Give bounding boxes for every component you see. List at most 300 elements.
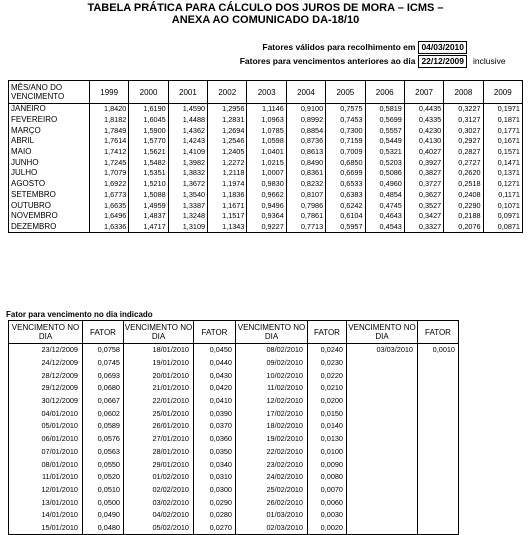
factor-cell: 0,3927 [404, 157, 443, 168]
date-cell: 27/01/2010 [124, 433, 194, 446]
factor-cell: 0,3027 [444, 125, 483, 136]
factor-cell: 0,1471 [483, 157, 522, 168]
date-cell: 19/01/2010 [124, 357, 194, 370]
annual-factor-table [8, 80, 523, 233]
factor-cell: 0,8490 [286, 157, 325, 168]
annual-table-header [9, 81, 523, 104]
table-row [9, 407, 459, 420]
factor-cell: 0,3527 [404, 200, 443, 211]
date-cell: 20/01/2010 [124, 369, 194, 382]
table-row [9, 200, 523, 211]
table-row [9, 157, 523, 168]
factor-cell: 0,1271 [483, 179, 522, 190]
document-subtitle: ANEXA AO COMUNICADO DA-18/10 [171, 14, 360, 26]
factor-cell [418, 369, 459, 382]
date-cell [347, 382, 418, 395]
date-cell: 02/03/2010 [236, 522, 308, 535]
month-cell: NOVEMBRO [9, 211, 90, 222]
factor-cell: 0,0080 [308, 471, 347, 484]
date-cell [347, 407, 418, 420]
factor-cell: 1,5621 [129, 147, 168, 158]
factor-cell: 0,1171 [483, 190, 522, 201]
date-cell: 02/02/2010 [124, 484, 194, 497]
factor-cell: 0,0370 [194, 420, 236, 433]
month-year-header: MÊS/ANO DO VENCIMENTO [9, 81, 90, 104]
factor-cell: 0,9830 [247, 179, 286, 190]
date-cell: 28/01/2010 [124, 446, 194, 459]
daily-factor-table [8, 320, 459, 535]
factor-cell: 1,4717 [129, 222, 168, 233]
year-header: 2008 [444, 81, 483, 104]
table-row [9, 190, 523, 201]
factor-cell: 1,1343 [208, 222, 247, 233]
table-row [9, 115, 523, 126]
factor-cell: 0,9227 [247, 222, 286, 233]
date-cell: 04/02/2010 [124, 509, 194, 522]
factor-cell: 1,3832 [168, 168, 207, 179]
factor-cell: 0,2076 [444, 222, 483, 233]
factor-cell: 0,5819 [365, 104, 404, 115]
factor-cell: 0,0971 [483, 211, 522, 222]
date-cell: 15/01/2010 [9, 522, 83, 535]
table-row [9, 357, 459, 370]
factor-cell [418, 420, 459, 433]
factor-cell: 0,0550 [83, 458, 124, 471]
table-row [9, 522, 459, 535]
factor-cell: 0,0060 [308, 496, 347, 509]
month-cell: JANEIRO [9, 104, 90, 115]
factor-cell: 0,6850 [326, 157, 365, 168]
factor-cell: 1,4590 [168, 104, 207, 115]
date-cell: 24/12/2009 [9, 357, 83, 370]
factor-cell: 0,0220 [308, 369, 347, 382]
month-cell: AGOSTO [9, 179, 90, 190]
factor-cell [418, 382, 459, 395]
factor-cell: 1,7245 [90, 157, 129, 168]
date-cell [347, 522, 418, 535]
factor-cell: 1,6635 [90, 200, 129, 211]
factor-cell: 1,2831 [208, 115, 247, 126]
factor-cell: 1,6496 [90, 211, 129, 222]
factor-cell: 0,2408 [444, 190, 483, 201]
factor-cell: 0,1571 [483, 147, 522, 158]
factor-cell: 0,3827 [404, 168, 443, 179]
valid-factors-row [262, 41, 467, 54]
factor-cell: 1,8420 [90, 104, 129, 115]
factor-cell: 0,3627 [404, 190, 443, 201]
date-cell: 14/01/2010 [9, 509, 83, 522]
date-cell [347, 446, 418, 459]
factor-cell: 0,0270 [194, 522, 236, 535]
date-cell: 23/12/2009 [9, 344, 83, 357]
date-cell: 22/01/2010 [124, 395, 194, 408]
factor-cell: 1,4959 [129, 200, 168, 211]
factor-cell: 0,0310 [194, 471, 236, 484]
factor-cell: 1,6922 [90, 179, 129, 190]
factor-cell: 0,0693 [83, 369, 124, 382]
factor-cell [418, 433, 459, 446]
factor-cell: 0,0589 [83, 420, 124, 433]
factor-cell: 0,0430 [194, 369, 236, 382]
table-row [9, 211, 523, 222]
date-cell: 01/03/2010 [236, 509, 308, 522]
factor-cell: 1,4109 [168, 147, 207, 158]
factor-cell: 1,2405 [208, 147, 247, 158]
factor-cell: 0,2927 [444, 136, 483, 147]
factor-cell: 0,0200 [308, 395, 347, 408]
date-cell: 19/02/2010 [236, 433, 308, 446]
table-row [9, 222, 523, 233]
factor-cell: 0,9662 [247, 190, 286, 201]
date-cell: 11/02/2010 [236, 382, 308, 395]
factor-cell: 0,4230 [404, 125, 443, 136]
date-cell: 08/02/2010 [236, 344, 308, 357]
factor-cell: 0,0680 [83, 382, 124, 395]
year-header: 2005 [326, 81, 365, 104]
month-cell: MARÇO [9, 125, 90, 136]
factor-cell: 0,0500 [83, 496, 124, 509]
factor-cell: 1,5482 [129, 157, 168, 168]
factor-cell: 0,8992 [286, 115, 325, 126]
factor-cell: 0,6104 [326, 211, 365, 222]
date-cell: 21/01/2010 [124, 382, 194, 395]
factor-cell: 0,7159 [326, 136, 365, 147]
factor-cell: 1,7849 [90, 125, 129, 136]
factor-cell: 0,7986 [286, 200, 325, 211]
table-row [9, 104, 523, 115]
date-cell: 29/12/2009 [9, 382, 83, 395]
factor-cell: 0,6383 [326, 190, 365, 201]
factor-cell: 0,0030 [308, 509, 347, 522]
month-cell: ABRIL [9, 136, 90, 147]
factor-cell: 1,7079 [90, 168, 129, 179]
date-cell: 28/12/2009 [9, 369, 83, 382]
factor-cell: 0,3727 [404, 179, 443, 190]
factor-cell: 0,0758 [83, 344, 124, 357]
table-row [9, 446, 459, 459]
factor-cell: 0,1371 [483, 168, 522, 179]
factor-cell: 0,6242 [326, 200, 365, 211]
factor-cell: 0,9100 [286, 104, 325, 115]
factor-cell [418, 407, 459, 420]
factor-cell: 0,0563 [83, 446, 124, 459]
month-cell: SETEMBRO [9, 190, 90, 201]
factor-cell: 0,0290 [194, 496, 236, 509]
date-cell: 03/03/2010 [347, 344, 418, 357]
factor-cell: 1,3387 [168, 200, 207, 211]
date-cell [347, 509, 418, 522]
date-cell: 03/02/2010 [124, 496, 194, 509]
factor-cell: 0,3427 [404, 211, 443, 222]
date-cell [347, 496, 418, 509]
date-cell: 07/01/2010 [9, 446, 83, 459]
factor-cell: 1,1836 [208, 190, 247, 201]
factor-cell: 0,4435 [404, 104, 443, 115]
factor-cell: 0,0602 [83, 407, 124, 420]
factor-cell: 1,1146 [247, 104, 286, 115]
table-row [9, 168, 523, 179]
factor-cell: 1,0401 [247, 147, 286, 158]
date-cell: 06/01/2010 [9, 433, 83, 446]
factor-cell: 0,2827 [444, 147, 483, 158]
factor-cell: 0,8736 [286, 136, 325, 147]
factor-cell: 1,3540 [168, 190, 207, 201]
table-row [9, 344, 459, 357]
fator-header: FATOR [308, 321, 347, 344]
date-cell: 17/02/2010 [236, 407, 308, 420]
factor-cell: 0,2290 [444, 200, 483, 211]
factor-cell [418, 522, 459, 535]
factor-cell: 0,0070 [308, 484, 347, 497]
previous-date-box: 22/12/2009 [418, 55, 467, 68]
table-row [9, 458, 459, 471]
factor-cell: 0,8107 [286, 190, 325, 201]
factor-cell [418, 471, 459, 484]
factor-cell: 1,6190 [129, 104, 168, 115]
factor-cell: 0,5086 [365, 168, 404, 179]
previous-factors-row [239, 55, 506, 68]
factor-cell: 0,9496 [247, 200, 286, 211]
factor-cell: 0,0440 [194, 357, 236, 370]
table-row [9, 179, 523, 190]
date-cell: 05/01/2010 [9, 420, 83, 433]
factor-cell: 0,0350 [194, 446, 236, 459]
date-cell [347, 369, 418, 382]
factor-cell: 1,2272 [208, 157, 247, 168]
date-cell: 04/01/2010 [9, 407, 83, 420]
factor-cell: 0,7453 [326, 115, 365, 126]
date-cell: 18/02/2010 [236, 420, 308, 433]
table-row [9, 136, 523, 147]
factor-cell: 0,3127 [444, 115, 483, 126]
date-cell: 12/02/2010 [236, 395, 308, 408]
factor-cell: 0,4130 [404, 136, 443, 147]
factor-cell [418, 395, 459, 408]
factor-cell: 0,4027 [404, 147, 443, 158]
factor-cell: 1,7614 [90, 136, 129, 147]
date-cell: 29/01/2010 [124, 458, 194, 471]
factor-cell: 1,6336 [90, 222, 129, 233]
date-cell: 30/12/2009 [9, 395, 83, 408]
factor-cell: 0,0490 [83, 509, 124, 522]
factor-cell: 0,5203 [365, 157, 404, 168]
date-cell: 22/02/2010 [236, 446, 308, 459]
factor-cell [418, 484, 459, 497]
date-cell: 11/01/2010 [9, 471, 83, 484]
factor-cell: 0,6699 [326, 168, 365, 179]
factor-cell: 0,0576 [83, 433, 124, 446]
factor-cell [418, 357, 459, 370]
factor-cell: 0,7300 [326, 125, 365, 136]
month-cell: DEZEMBRO [9, 222, 90, 233]
factor-cell: 1,5770 [129, 136, 168, 147]
date-cell: 08/01/2010 [9, 458, 83, 471]
factor-cell: 0,1871 [483, 115, 522, 126]
factor-cell: 0,5699 [365, 115, 404, 126]
factor-cell: 0,9364 [247, 211, 286, 222]
factor-cell: 0,3227 [444, 104, 483, 115]
factor-cell: 0,0210 [308, 382, 347, 395]
factor-cell: 1,0007 [247, 168, 286, 179]
factor-cell: 0,8613 [286, 147, 325, 158]
factor-cell: 0,8854 [286, 125, 325, 136]
date-cell: 23/02/2010 [236, 458, 308, 471]
date-cell [347, 484, 418, 497]
date-cell [347, 458, 418, 471]
factor-cell: 0,5449 [365, 136, 404, 147]
factor-cell: 0,0480 [83, 522, 124, 535]
factor-cell: 0,4543 [365, 222, 404, 233]
factor-cell: 0,0280 [194, 509, 236, 522]
factor-cell: 1,5088 [129, 190, 168, 201]
table-row [9, 496, 459, 509]
factor-cell: 1,3109 [168, 222, 207, 233]
date-cell [347, 420, 418, 433]
factor-cell: 0,0390 [194, 407, 236, 420]
factor-cell: 1,0215 [247, 157, 286, 168]
vencimento-header: VENCIMENTO NO DIA [9, 321, 83, 344]
factor-cell: 0,1071 [483, 200, 522, 211]
factor-cell: 0,0871 [483, 222, 522, 233]
year-header: 2003 [247, 81, 286, 104]
date-cell: 25/01/2010 [124, 407, 194, 420]
factor-cell: 1,5351 [129, 168, 168, 179]
date-cell: 18/01/2010 [124, 344, 194, 357]
inclusive-label: inclusive [473, 56, 506, 66]
factor-cell: 0,0340 [194, 458, 236, 471]
factor-cell: 0,2620 [444, 168, 483, 179]
month-cell: JULHO [9, 168, 90, 179]
factor-cell: 1,5210 [129, 179, 168, 190]
previous-factors-label: Fatores para vencimentos anteriores ao dia [239, 56, 416, 66]
factor-cell: 1,5900 [129, 125, 168, 136]
factor-cell: 1,2694 [208, 125, 247, 136]
valid-date-box: 04/03/2010 [418, 41, 467, 54]
factor-cell: 1,6045 [129, 115, 168, 126]
year-header: 2007 [404, 81, 443, 104]
factor-cell: 0,1771 [483, 125, 522, 136]
factor-cell: 1,1671 [208, 200, 247, 211]
factor-cell: 0,0450 [194, 344, 236, 357]
factor-cell [418, 458, 459, 471]
factor-cell: 0,4643 [365, 211, 404, 222]
month-cell: OUTUBRO [9, 200, 90, 211]
table-row [9, 420, 459, 433]
factor-cell: 1,4837 [129, 211, 168, 222]
year-header: 2009 [483, 81, 522, 104]
date-cell: 26/02/2010 [236, 496, 308, 509]
factor-cell: 1,2118 [208, 168, 247, 179]
year-header: 2001 [168, 81, 207, 104]
factor-cell: 1,4488 [168, 115, 207, 126]
date-cell: 24/02/2010 [236, 471, 308, 484]
factor-cell: 1,4243 [168, 136, 207, 147]
factor-cell: 0,0510 [83, 484, 124, 497]
factor-cell: 0,5557 [365, 125, 404, 136]
date-cell: 13/01/2010 [9, 496, 83, 509]
factor-cell: 0,7575 [326, 104, 365, 115]
table-row [9, 509, 459, 522]
valid-factors-label: Fatores válidos para recolhimento em [262, 42, 416, 52]
factor-cell: 1,3982 [168, 157, 207, 168]
factor-cell: 0,4960 [365, 179, 404, 190]
table-row [9, 147, 523, 158]
factor-cell: 0,0360 [194, 433, 236, 446]
factor-cell: 0,0300 [194, 484, 236, 497]
factor-cell: 0,7009 [326, 147, 365, 158]
factor-cell: 0,2727 [444, 157, 483, 168]
date-cell [347, 357, 418, 370]
factor-cell: 0,6533 [326, 179, 365, 190]
vencimento-header: VENCIMENTO NO DIA [124, 321, 194, 344]
document-title: TABELA PRÁTICA PARA CÁLCULO DOS JUROS DE MORA – ICMS – [87, 2, 444, 14]
month-cell: MAIO [9, 147, 90, 158]
fator-header: FATOR [418, 321, 459, 344]
factor-cell: 0,0140 [308, 420, 347, 433]
vencimento-header: VENCIMENTO NO DIA [236, 321, 308, 344]
factor-cell: 0,4745 [365, 200, 404, 211]
date-cell: 05/02/2010 [124, 522, 194, 535]
factor-cell: 1,6773 [90, 190, 129, 201]
table-row [9, 395, 459, 408]
factor-cell: 1,2956 [208, 104, 247, 115]
factor-cell: 0,4854 [365, 190, 404, 201]
factor-cell: 1,3672 [168, 179, 207, 190]
date-cell [347, 471, 418, 484]
factor-cell: 0,0090 [308, 458, 347, 471]
table-row [9, 382, 459, 395]
factor-cell: 1,1974 [208, 179, 247, 190]
factor-cell: 1,2546 [208, 136, 247, 147]
table-row [9, 471, 459, 484]
factor-cell [418, 496, 459, 509]
factor-cell: 0,0745 [83, 357, 124, 370]
factor-cell: 0,0130 [308, 433, 347, 446]
table-row [9, 484, 459, 497]
year-header: 2000 [129, 81, 168, 104]
factor-cell: 0,7713 [286, 222, 325, 233]
factor-cell: 0,0667 [83, 395, 124, 408]
date-cell: 26/01/2010 [124, 420, 194, 433]
factor-cell: 0,3327 [404, 222, 443, 233]
year-header: 2004 [286, 81, 325, 104]
fator-header: FATOR [194, 321, 236, 344]
factor-cell: 1,0598 [247, 136, 286, 147]
factor-cell: 0,0520 [83, 471, 124, 484]
daily-table-caption: Fator para vencimento no dia indicado [6, 310, 153, 319]
year-header: 1999 [90, 81, 129, 104]
factor-cell: 1,3248 [168, 211, 207, 222]
factor-cell: 1,4362 [168, 125, 207, 136]
year-header: 2006 [365, 81, 404, 104]
factor-cell: 0,0020 [308, 522, 347, 535]
factor-cell: 0,7861 [286, 211, 325, 222]
factor-cell: 0,0420 [194, 382, 236, 395]
date-cell: 09/02/2010 [236, 357, 308, 370]
factor-cell: 0,0240 [308, 344, 347, 357]
factor-cell: 1,7412 [90, 147, 129, 158]
factor-cell: 0,5957 [326, 222, 365, 233]
factor-cell: 0,0010 [418, 344, 459, 357]
table-row [9, 369, 459, 382]
date-cell: 10/02/2010 [236, 369, 308, 382]
table-row [9, 125, 523, 136]
factor-cell: 1,0963 [247, 115, 286, 126]
factor-cell: 0,0410 [194, 395, 236, 408]
factor-cell: 0,0100 [308, 446, 347, 459]
factor-cell: 0,8361 [286, 168, 325, 179]
daily-table-header [9, 321, 459, 344]
